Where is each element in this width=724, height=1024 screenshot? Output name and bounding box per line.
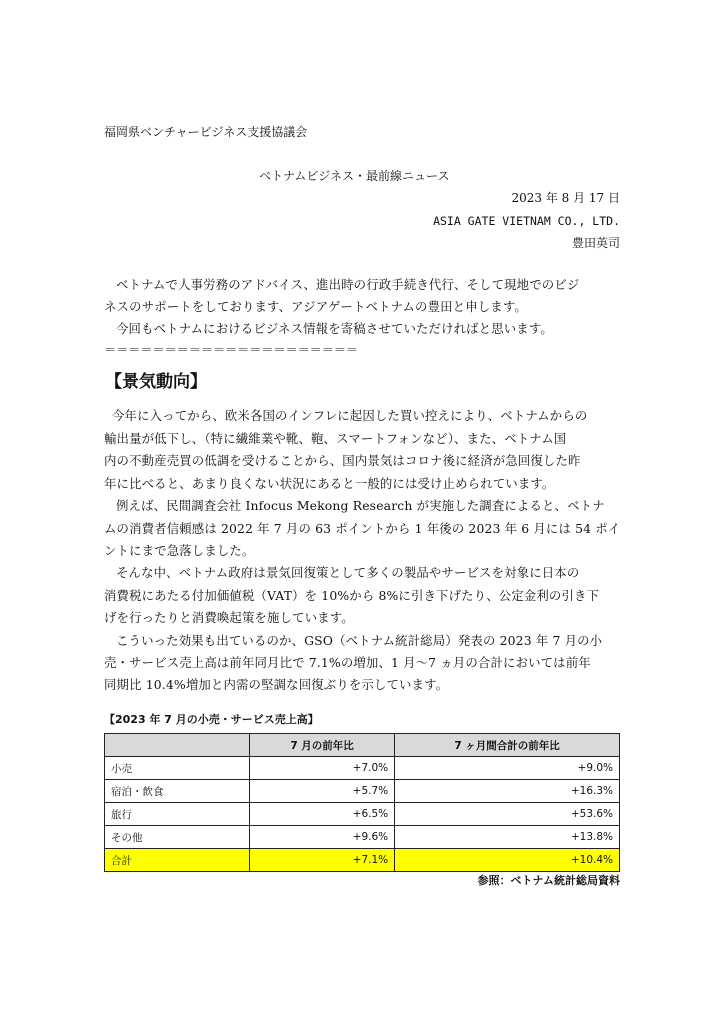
table-row: [105, 757, 620, 780]
paragraph-line: そんな中、ベトナム政府は景気回復策として多くの製品やサービスを対象に日本の: [116, 565, 580, 580]
table-total-row: [105, 849, 620, 872]
row-month-value: +6.5%: [250, 803, 395, 826]
paragraph-line: 輸出量が低下し、（特に繊維業や靴、鞄、スマートフォンなど）、また、ベトナム国: [104, 431, 567, 446]
table-row: [105, 780, 620, 803]
row-month-value: +5.7%: [250, 780, 395, 803]
row-label: 小売: [105, 757, 250, 780]
table-row: [105, 826, 620, 849]
row-label: 合計: [105, 849, 250, 872]
table-row: [105, 803, 620, 826]
table-header-row: [105, 734, 620, 757]
paragraph-line: 同期比 10.4%増加と内需の堅調な回復ぶりを示しています。: [104, 677, 449, 692]
paragraph-line: こういった効果も出ているのか、GSO（ベトナム統計総局）発表の 2023 年 7 月の小: [116, 633, 603, 648]
row-month-value: +7.1%: [250, 849, 395, 872]
paragraph-line: 年に比べると、あまり良くない状況にあると一般的には受け止められています。: [104, 476, 555, 491]
row-month-value: +7.0%: [250, 757, 395, 780]
intro-line: ベトナムで人事労務のアドバイス、進出時の行政手続き代行、そして現地でのビジ: [116, 277, 580, 292]
table-source: 参照：ベトナム統計総局資料: [477, 874, 620, 887]
row-cumulative-value: +16.3%: [395, 780, 620, 803]
intro-line: ネスのサポートをしております、アジアゲートベトナムの豊田と申します。: [104, 299, 527, 314]
row-cumulative-value: +53.6%: [395, 803, 620, 826]
paragraph-line: ムの消費者信頼感は 2022 年 7 月の 63 ポイントから 1 年後の 2023 年 6 月には 54 ポイ: [104, 521, 621, 536]
row-label: 旅行: [105, 803, 250, 826]
row-cumulative-value: +9.0%: [395, 757, 620, 780]
header-cell-cumulative: 7 ヶ月間合計の前年比: [395, 734, 620, 757]
intro-line: 今回もベトナムにおけるビジネス情報を寄稿させていただければと思います。: [116, 321, 553, 336]
paragraph-line: 例えば、民間調査会社 Infocus Mekong Research が実施した調査によると、ベトナ: [116, 498, 605, 513]
paragraph-line: ントにまで急落しました。: [104, 543, 255, 558]
table-title: 【2023 年 7 月の小売・サービス売上高】: [104, 713, 319, 726]
sales-table: [104, 733, 620, 872]
paragraph-line: 今年に入ってから、欧米各国のインフレに起因した買い控えにより、ベトナムからの: [112, 408, 588, 423]
document-date: 2023 年 8 月 17 日: [511, 191, 620, 205]
paragraph-line: 売・サービス売上高は前年同月比で 7.1%の増加、1 月～7 ヵ月の合計においては前年: [104, 655, 591, 670]
header-cell-label: [105, 734, 250, 757]
header-cell-month: 7 月の前年比: [250, 734, 395, 757]
row-cumulative-value: +10.4%: [395, 849, 620, 872]
author-name: 豊田英司: [571, 236, 620, 250]
row-month-value: +9.6%: [250, 826, 395, 849]
organization-name: 福岡県ベンチャービジネス支援協議会: [104, 125, 308, 139]
paragraph-line: 消費税にあたる付加価値税（VAT）を 10%から 8%に引き下げたり、公定金利の引き下: [104, 588, 600, 603]
separator-line: ＝＝＝＝＝＝＝＝＝＝＝＝＝＝＝＝＝＝＝＝＝: [104, 342, 358, 357]
paragraph-line: 内の不動産売買の低調を受けることから、国内景気はコロナ後に経済が急回復した昨: [104, 453, 581, 468]
section-heading: 【景気動向】: [105, 372, 207, 392]
paragraph-line: げを行ったりと消費喚起策を施しています。: [104, 610, 354, 625]
company-name: ASIA GATE VIETNAM CO., LTD.: [433, 214, 620, 228]
row-cumulative-value: +13.8%: [395, 826, 620, 849]
newsletter-title: ベトナムビジネス・最前線ニュース: [259, 169, 450, 183]
row-label: その他: [105, 826, 250, 849]
row-label: 宿泊・飲食: [105, 780, 250, 803]
